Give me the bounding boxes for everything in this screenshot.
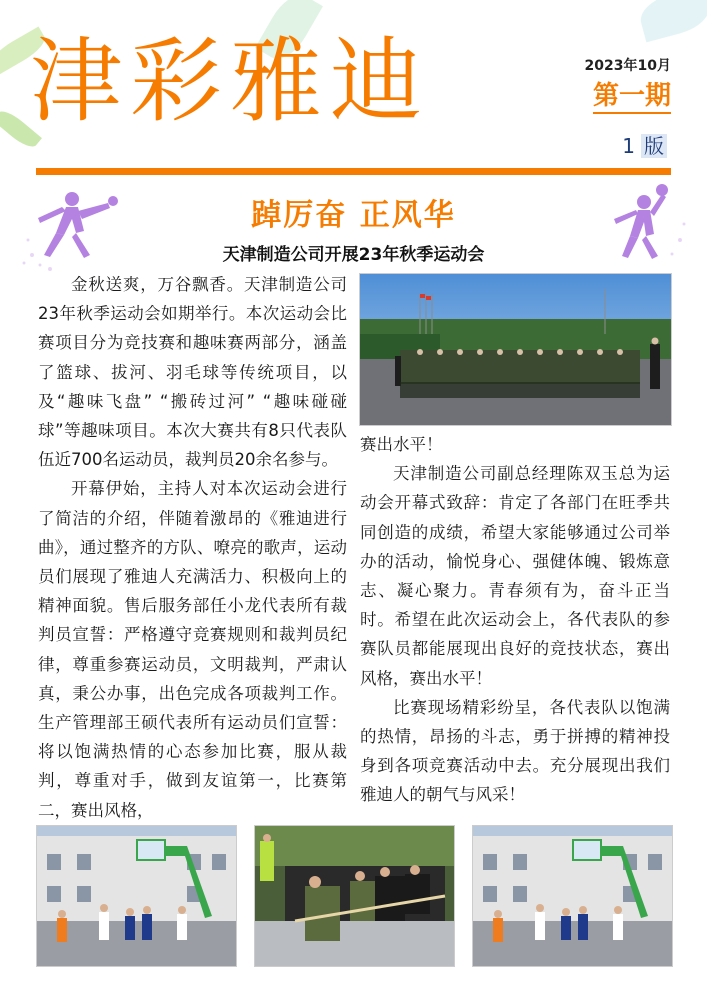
article-subheadline: 天津制造公司开展23年秋季运动会	[222, 245, 485, 265]
basketball-photo-left	[36, 825, 237, 967]
paragraph: 开幕伊始，主持人对本次运动会进行了简洁的介绍，伴随着激昂的《雅迪进行曲》，通过整齐的方队、嘹亮的歌声，运动员们展现了雅迪人充满活力、积极向上的精神面貌。售后服务部任小龙代表所有裁判员宣誓：严格遵守竞赛规则和裁判员纪律，尊重参赛运动员，文明裁判，严肃认真，秉公办事，出色完成各项裁判工作。生产管理部王硕代表所有运动员们宣誓：将以饱满热情的心态参加比赛，服从裁判，尊重对手，做到友谊第一，比赛第二，赛出风格，	[38, 479, 347, 820]
masthead-title: 津彩雅迪	[30, 28, 431, 135]
article-headline: 踔厉奋 正风华	[251, 198, 456, 233]
basketball-game-icon	[37, 826, 236, 966]
leaf-decoration-icon	[636, 0, 707, 42]
basketball-photo-right	[472, 825, 673, 967]
page-label: 版	[641, 134, 667, 158]
paragraph: 金秋送爽，万谷飘香。天津制造公司23年秋季运动会如期举行。本次运动会比赛项目分为竞技赛和趣味赛两部分，涵盖了篮球、拔河、羽毛球等传统项目，以及“趣味飞盘” “搬砖过河” “趣味碰碰球”等趣味项目。本次大赛共有8只代表队伍近700名运动员，裁判员20余名参与。	[38, 275, 347, 470]
issue-date: 2023年10月	[584, 58, 671, 74]
page-number-value: 1	[622, 134, 635, 158]
article-right-column	[360, 430, 670, 810]
tug-of-war-icon	[255, 826, 454, 966]
tug-of-war-photo	[254, 825, 455, 967]
opening-ceremony-photo	[359, 273, 672, 426]
continuation-text: 赛出水平！	[360, 435, 443, 454]
article-left-column	[38, 270, 347, 825]
basketball-game-icon	[473, 826, 672, 966]
paragraph: 天津制造公司副总经理陈双玉总为运动会开幕式致辞：肯定了各部门在旺季共同创造的成绩，希望大家能够通过公司举办的活动，愉悦身心、强健体魄、锻炼意志、凝心聚力。青春须有为，奋斗正当时。希望在此次运动会上，各代表队的参赛队员都能展现出良好的竞技状态，赛出风格，赛出水平！	[360, 464, 670, 688]
header-divider	[36, 168, 671, 175]
group-photo-icon	[360, 274, 671, 425]
paragraph: 比赛现场精彩纷呈，各代表队以饱满的热情，昂扬的斗志，勇于拼搏的精神投身到各项竞赛活动中去。充分展现出我们雅迪人的朝气与风采！	[360, 697, 670, 805]
issue-number: 第一期	[593, 82, 671, 114]
page-number	[622, 130, 667, 159]
